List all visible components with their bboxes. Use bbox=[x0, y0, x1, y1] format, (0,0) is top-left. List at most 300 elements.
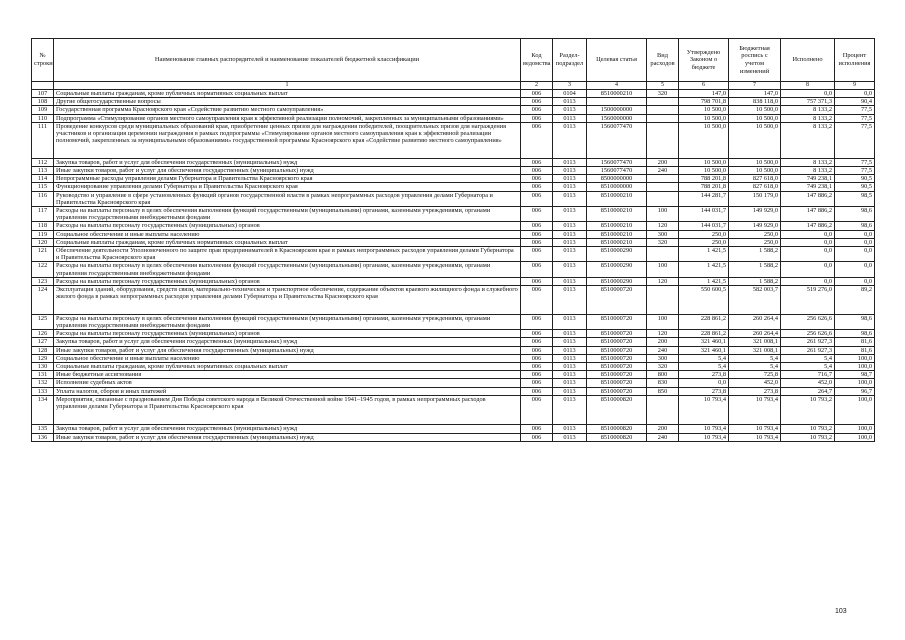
cell-isp: 8 133,2 bbox=[781, 158, 835, 166]
cell-rosp: 838 118,0 bbox=[729, 98, 781, 106]
cell-n: 119 bbox=[32, 230, 54, 238]
cell-cs: 8510000720 bbox=[587, 338, 647, 346]
cell-n: 123 bbox=[32, 277, 54, 285]
table-row bbox=[32, 314, 875, 329]
cell-isp: 0,0 bbox=[781, 277, 835, 285]
table-row bbox=[32, 338, 875, 346]
cell-isp: 0,0 bbox=[781, 262, 835, 277]
cell-n: 109 bbox=[32, 106, 54, 114]
cell-pct: 89,2 bbox=[835, 286, 875, 315]
cell-isp: 261 927,3 bbox=[781, 346, 835, 354]
cell-isp: 8 133,2 bbox=[781, 167, 835, 175]
cell-cs: 8510000720 bbox=[587, 379, 647, 387]
cell-cs bbox=[587, 98, 647, 106]
cell-isp: 757 371,3 bbox=[781, 98, 835, 106]
cell-ved: 006 bbox=[521, 222, 553, 230]
cell-name: Иные закупки товаров, работ и услуг для обеспечения государственных (муниципальных) нужд bbox=[54, 346, 521, 354]
cell-ved: 006 bbox=[521, 175, 553, 183]
cell-cs: 1500000000 bbox=[587, 106, 647, 114]
col-header-number: № строки bbox=[32, 39, 54, 82]
cell-isp: 10 793,2 bbox=[781, 425, 835, 433]
cell-n: 113 bbox=[32, 167, 54, 175]
cell-rosp: 10 793,4 bbox=[729, 433, 781, 441]
table-row bbox=[32, 247, 875, 262]
cell-utv: 10 500,0 bbox=[679, 167, 729, 175]
cell-cs: 8510000820 bbox=[587, 425, 647, 433]
col-header-approved: Утверждено Законом о бюджете bbox=[679, 39, 729, 82]
cell-n: 114 bbox=[32, 175, 54, 183]
column-number: 1 bbox=[54, 82, 521, 90]
table-row bbox=[32, 98, 875, 106]
cell-razdel: 0113 bbox=[553, 371, 587, 379]
cell-pct: 77,5 bbox=[835, 158, 875, 166]
cell-cs: 8510000210 bbox=[587, 230, 647, 238]
cell-name: Закупка товаров, работ и услуг для обеспечения государственных (муниципальных) нужд bbox=[54, 425, 521, 433]
cell-cs: 1560077470 bbox=[587, 158, 647, 166]
table-row bbox=[32, 230, 875, 238]
cell-ved: 006 bbox=[521, 330, 553, 338]
cell-rosp: 260 264,4 bbox=[729, 314, 781, 329]
cell-name: Государственная программа Красноярского края «Содействие развитию местного самоуправления» bbox=[54, 106, 521, 114]
table-row bbox=[32, 175, 875, 183]
cell-name: Расходы на выплаты персоналу государственных (муниципальных) органов bbox=[54, 330, 521, 338]
cell-ved: 006 bbox=[521, 114, 553, 122]
cell-pct: 100,0 bbox=[835, 379, 875, 387]
col-header-percent: Процент исполнения bbox=[835, 39, 875, 82]
cell-isp: 8 133,2 bbox=[781, 122, 835, 158]
cell-pct: 77,5 bbox=[835, 167, 875, 175]
cell-isp: 8 133,2 bbox=[781, 114, 835, 122]
cell-name: Иные закупки товаров, работ и услуг для обеспечения государственных (муниципальных) нужд bbox=[54, 433, 521, 441]
cell-ved: 006 bbox=[521, 371, 553, 379]
cell-pct: 98,6 bbox=[835, 207, 875, 222]
cell-vr: 320 bbox=[647, 90, 679, 98]
cell-pct: 0,0 bbox=[835, 230, 875, 238]
cell-utv: 10 500,0 bbox=[679, 106, 729, 114]
table-row bbox=[32, 286, 875, 315]
cell-rosp: 321 008,1 bbox=[729, 338, 781, 346]
cell-vr: 100 bbox=[647, 262, 679, 277]
cell-isp: 519 276,0 bbox=[781, 286, 835, 315]
cell-isp: 10 793,2 bbox=[781, 395, 835, 425]
cell-isp: 147 886,2 bbox=[781, 222, 835, 230]
cell-cs: 8510000000 bbox=[587, 183, 647, 191]
cell-pct: 0,0 bbox=[835, 277, 875, 285]
col-header-section: Раздел-подраздел bbox=[553, 39, 587, 82]
cell-isp: 264,7 bbox=[781, 387, 835, 395]
cell-ved: 006 bbox=[521, 379, 553, 387]
cell-utv: 798 701,8 bbox=[679, 98, 729, 106]
cell-rosp: 5,4 bbox=[729, 354, 781, 362]
cell-razdel: 0113 bbox=[553, 363, 587, 371]
table-row bbox=[32, 346, 875, 354]
cell-ved: 006 bbox=[521, 262, 553, 277]
cell-pct: 100,0 bbox=[835, 354, 875, 362]
cell-name: Социальные выплаты гражданам, кроме публичных нормативных социальных выплат bbox=[54, 238, 521, 246]
cell-pct: 98,6 bbox=[835, 314, 875, 329]
cell-razdel: 0113 bbox=[553, 387, 587, 395]
cell-ved: 006 bbox=[521, 90, 553, 98]
cell-ved: 006 bbox=[521, 167, 553, 175]
cell-n: 135 bbox=[32, 425, 54, 433]
column-number-row bbox=[32, 82, 875, 90]
cell-vr: 120 bbox=[647, 222, 679, 230]
cell-n: 128 bbox=[32, 346, 54, 354]
cell-razdel: 0113 bbox=[553, 175, 587, 183]
cell-cs: 8510000210 bbox=[587, 207, 647, 222]
table-row bbox=[32, 379, 875, 387]
cell-pct: 90,4 bbox=[835, 98, 875, 106]
cell-razdel: 0113 bbox=[553, 191, 587, 206]
cell-vr bbox=[647, 395, 679, 425]
cell-name: Социальное обеспечение и иные выплаты населению bbox=[54, 230, 521, 238]
cell-pct: 98,7 bbox=[835, 371, 875, 379]
cell-isp: 716,7 bbox=[781, 371, 835, 379]
cell-utv: 321 460,1 bbox=[679, 338, 729, 346]
cell-cs: 8510000290 bbox=[587, 262, 647, 277]
cell-name: Уплата налогов, сборов и иных платежей bbox=[54, 387, 521, 395]
col-header-budget-list: Бюджетная роспись с учетом изменений bbox=[729, 39, 781, 82]
cell-name: Социальное обеспечение и иные выплаты населению bbox=[54, 354, 521, 362]
cell-n: 118 bbox=[32, 222, 54, 230]
cell-rosp: 10 500,0 bbox=[729, 158, 781, 166]
cell-rosp: 452,0 bbox=[729, 379, 781, 387]
cell-cs: 8510000720 bbox=[587, 314, 647, 329]
cell-cs: 8510000290 bbox=[587, 277, 647, 285]
cell-vr bbox=[647, 114, 679, 122]
cell-pct: 100,0 bbox=[835, 363, 875, 371]
cell-vr: 320 bbox=[647, 238, 679, 246]
cell-rosp: 10 500,0 bbox=[729, 114, 781, 122]
column-number: 5 bbox=[647, 82, 679, 90]
cell-ved: 006 bbox=[521, 106, 553, 114]
cell-vr: 300 bbox=[647, 230, 679, 238]
table-row bbox=[32, 90, 875, 98]
cell-n: 122 bbox=[32, 262, 54, 277]
cell-rosp: 1 588,2 bbox=[729, 247, 781, 262]
cell-rosp: 10 793,4 bbox=[729, 395, 781, 425]
cell-rosp: 5,4 bbox=[729, 363, 781, 371]
cell-utv: 1 421,5 bbox=[679, 277, 729, 285]
cell-ved: 006 bbox=[521, 98, 553, 106]
cell-name: Иные бюджетные ассигнования bbox=[54, 371, 521, 379]
cell-vr: 240 bbox=[647, 167, 679, 175]
column-number: 6 bbox=[679, 82, 729, 90]
cell-n: 112 bbox=[32, 158, 54, 166]
cell-razdel: 0113 bbox=[553, 122, 587, 158]
cell-utv: 10 793,4 bbox=[679, 425, 729, 433]
cell-isp: 5,4 bbox=[781, 363, 835, 371]
cell-rosp: 149 929,0 bbox=[729, 222, 781, 230]
cell-vr: 100 bbox=[647, 207, 679, 222]
cell-vr bbox=[647, 122, 679, 158]
cell-cs: 1560077470 bbox=[587, 122, 647, 158]
cell-razdel: 0113 bbox=[553, 98, 587, 106]
cell-razdel: 0113 bbox=[553, 425, 587, 433]
cell-utv: 144 031,7 bbox=[679, 207, 729, 222]
cell-name: Мероприятия, связанные с празднованием Дня Победы советского народа в Великой Отечественной войне 1941–1945 годов, в рамках непрограммных расходов управления делами Губернатора и Правительства Красноярского края bbox=[54, 395, 521, 425]
table-row bbox=[32, 191, 875, 206]
cell-razdel: 0113 bbox=[553, 207, 587, 222]
cell-ved: 006 bbox=[521, 346, 553, 354]
page-number: 103 bbox=[835, 608, 847, 615]
cell-razdel: 0113 bbox=[553, 379, 587, 387]
cell-isp: 0,0 bbox=[781, 90, 835, 98]
table-row bbox=[32, 183, 875, 191]
cell-name: Расходы на выплаты персоналу в целях обеспечения выполнения функций государственными (муниципальными) органами, казенными учреждениями, органами управления государственными внебюджетными фондами bbox=[54, 262, 521, 277]
cell-n: 129 bbox=[32, 354, 54, 362]
table-row bbox=[32, 363, 875, 371]
cell-vr: 850 bbox=[647, 387, 679, 395]
cell-vr: 320 bbox=[647, 363, 679, 371]
cell-vr bbox=[647, 175, 679, 183]
cell-ved: 006 bbox=[521, 122, 553, 158]
cell-rosp: 1 588,2 bbox=[729, 277, 781, 285]
cell-pct: 100,0 bbox=[835, 395, 875, 425]
budget-table bbox=[31, 38, 875, 442]
cell-name: Проведение конкурсов среди муниципальных образований края, приобретение ценных призов для награждения победителей, поощрительных призов для награждения участников и организация церемонии награждения в рамках подпрограммы «Стимулирование органов местного самоуправления края к эффективной реализации полномочий, закрепленных за муниципальными образованиями» государственной программы Красноярского края «Содействие развитию местного самоуправления» bbox=[54, 122, 521, 158]
table-row bbox=[32, 207, 875, 222]
cell-name: Социальные выплаты гражданам, кроме публичных нормативных социальных выплат bbox=[54, 363, 521, 371]
cell-rosp: 582 003,7 bbox=[729, 286, 781, 315]
cell-pct: 90,5 bbox=[835, 175, 875, 183]
table-row bbox=[32, 167, 875, 175]
column-number: 3 bbox=[553, 82, 587, 90]
cell-ved: 006 bbox=[521, 183, 553, 191]
cell-ved: 006 bbox=[521, 363, 553, 371]
cell-isp: 256 626,6 bbox=[781, 314, 835, 329]
cell-razdel: 0104 bbox=[553, 90, 587, 98]
cell-ved: 006 bbox=[521, 277, 553, 285]
cell-ved: 006 bbox=[521, 230, 553, 238]
cell-vr bbox=[647, 106, 679, 114]
column-number: 8 bbox=[781, 82, 835, 90]
cell-pct: 0,0 bbox=[835, 262, 875, 277]
cell-n: 127 bbox=[32, 338, 54, 346]
cell-pct: 81,6 bbox=[835, 346, 875, 354]
cell-cs: 8510000720 bbox=[587, 363, 647, 371]
cell-vr: 300 bbox=[647, 354, 679, 362]
cell-pct: 77,5 bbox=[835, 106, 875, 114]
cell-n: 120 bbox=[32, 238, 54, 246]
cell-name: Непрограммные расходы управления делами Губернатора и Правительства Красноярского края bbox=[54, 175, 521, 183]
cell-name: Закупка товаров, работ и услуг для обеспечения государственных (муниципальных) нужд bbox=[54, 338, 521, 346]
cell-razdel: 0113 bbox=[553, 167, 587, 175]
cell-utv: 250,0 bbox=[679, 230, 729, 238]
cell-pct: 98,6 bbox=[835, 330, 875, 338]
cell-utv: 1 421,5 bbox=[679, 262, 729, 277]
cell-utv: 10 500,0 bbox=[679, 114, 729, 122]
table-row bbox=[32, 371, 875, 379]
cell-ved: 006 bbox=[521, 314, 553, 329]
cell-isp: 0,0 bbox=[781, 247, 835, 262]
cell-cs: 8500000000 bbox=[587, 175, 647, 183]
cell-name: Закупка товаров, работ и услуг для обеспечения государственных (муниципальных) нужд bbox=[54, 158, 521, 166]
table-row bbox=[32, 238, 875, 246]
cell-isp: 0,0 bbox=[781, 238, 835, 246]
cell-vr: 240 bbox=[647, 433, 679, 441]
cell-razdel: 0113 bbox=[553, 158, 587, 166]
cell-ved: 006 bbox=[521, 354, 553, 362]
cell-utv: 788 201,8 bbox=[679, 175, 729, 183]
cell-vr: 100 bbox=[647, 314, 679, 329]
cell-pct: 98,6 bbox=[835, 222, 875, 230]
col-header-expense-type: Вид расходов bbox=[647, 39, 679, 82]
cell-pct: 0,0 bbox=[835, 238, 875, 246]
cell-pct: 77,5 bbox=[835, 114, 875, 122]
cell-rosp: 250,0 bbox=[729, 238, 781, 246]
cell-n: 124 bbox=[32, 286, 54, 315]
col-header-ministry-code: Код ведомства bbox=[521, 39, 553, 82]
col-header-executed: Исполнено bbox=[781, 39, 835, 82]
table-row bbox=[32, 433, 875, 441]
cell-razdel: 0113 bbox=[553, 106, 587, 114]
cell-ved: 006 bbox=[521, 433, 553, 441]
cell-pct: 81,6 bbox=[835, 338, 875, 346]
cell-utv: 5,4 bbox=[679, 354, 729, 362]
cell-n: 125 bbox=[32, 314, 54, 329]
column-number-empty bbox=[32, 82, 54, 90]
cell-n: 117 bbox=[32, 207, 54, 222]
cell-rosp: 10 500,0 bbox=[729, 106, 781, 114]
cell-rosp: 321 008,1 bbox=[729, 346, 781, 354]
cell-rosp: 10 500,0 bbox=[729, 167, 781, 175]
cell-ved: 006 bbox=[521, 207, 553, 222]
cell-razdel: 0113 bbox=[553, 222, 587, 230]
cell-rosp: 827 618,0 bbox=[729, 183, 781, 191]
cell-rosp: 827 618,0 bbox=[729, 175, 781, 183]
cell-n: 111 bbox=[32, 122, 54, 158]
cell-pct: 96,7 bbox=[835, 387, 875, 395]
cell-razdel: 0113 bbox=[553, 238, 587, 246]
cell-pct: 100,0 bbox=[835, 425, 875, 433]
cell-razdel: 0113 bbox=[553, 346, 587, 354]
table-row bbox=[32, 387, 875, 395]
cell-utv: 0,0 bbox=[679, 379, 729, 387]
cell-razdel: 0113 bbox=[553, 183, 587, 191]
column-number: 2 bbox=[521, 82, 553, 90]
cell-cs: 8510000210 bbox=[587, 238, 647, 246]
cell-cs: 8510000210 bbox=[587, 191, 647, 206]
cell-utv: 788 201,8 bbox=[679, 183, 729, 191]
cell-isp: 0,0 bbox=[781, 230, 835, 238]
cell-pct: 77,5 bbox=[835, 122, 875, 158]
cell-name: Исполнение судебных актов bbox=[54, 379, 521, 387]
table-row bbox=[32, 425, 875, 433]
cell-rosp: 10 793,4 bbox=[729, 425, 781, 433]
column-number: 4 bbox=[587, 82, 647, 90]
cell-ved: 006 bbox=[521, 286, 553, 315]
cell-cs: 8510000720 bbox=[587, 371, 647, 379]
cell-ved: 006 bbox=[521, 191, 553, 206]
cell-cs: 8510000820 bbox=[587, 433, 647, 441]
cell-n: 115 bbox=[32, 183, 54, 191]
cell-pct: 0,0 bbox=[835, 247, 875, 262]
cell-vr: 120 bbox=[647, 277, 679, 285]
cell-razdel: 0113 bbox=[553, 338, 587, 346]
cell-n: 134 bbox=[32, 395, 54, 425]
cell-razdel: 0113 bbox=[553, 114, 587, 122]
cell-ved: 006 bbox=[521, 238, 553, 246]
cell-utv: 1 421,5 bbox=[679, 247, 729, 262]
cell-vr: 200 bbox=[647, 158, 679, 166]
cell-vr: 200 bbox=[647, 338, 679, 346]
cell-razdel: 0113 bbox=[553, 247, 587, 262]
cell-pct: 100,0 bbox=[835, 433, 875, 441]
cell-rosp: 725,8 bbox=[729, 371, 781, 379]
cell-cs: 8510000210 bbox=[587, 90, 647, 98]
cell-n: 132 bbox=[32, 379, 54, 387]
cell-isp: 10 793,2 bbox=[781, 433, 835, 441]
cell-utv: 550 600,5 bbox=[679, 286, 729, 315]
cell-pct: 90,5 bbox=[835, 183, 875, 191]
cell-name: Расходы на выплаты персоналу в целях обеспечения выполнения функций государственными (муниципальными) органами, казенными учреждениями, органами управления государственными внебюджетными фондами bbox=[54, 314, 521, 329]
cell-n: 107 bbox=[32, 90, 54, 98]
cell-razdel: 0113 bbox=[553, 230, 587, 238]
column-number: 7 bbox=[729, 82, 781, 90]
cell-isp: 261 927,3 bbox=[781, 338, 835, 346]
cell-razdel: 0113 bbox=[553, 286, 587, 315]
cell-name: Обеспечение деятельности Уполномоченного по защите прав предпринимателей в Красноярском крае в рамках непрограммных расходов управления делами Губернатора и Правительства Красноярского края bbox=[54, 247, 521, 262]
cell-ved: 006 bbox=[521, 158, 553, 166]
cell-utv: 144 281,7 bbox=[679, 191, 729, 206]
col-header-name: Наименование главных распорядителей и наименование показателей бюджетной классификации bbox=[54, 39, 521, 82]
cell-utv: 144 031,7 bbox=[679, 222, 729, 230]
cell-cs: 8510000210 bbox=[587, 222, 647, 230]
cell-isp: 5,4 bbox=[781, 354, 835, 362]
cell-razdel: 0113 bbox=[553, 433, 587, 441]
cell-pct: 98,5 bbox=[835, 191, 875, 206]
cell-ved: 006 bbox=[521, 338, 553, 346]
cell-ved: 006 bbox=[521, 387, 553, 395]
header-row bbox=[32, 39, 875, 82]
cell-utv: 250,0 bbox=[679, 238, 729, 246]
cell-utv: 228 861,2 bbox=[679, 330, 729, 338]
cell-rosp: 10 500,0 bbox=[729, 122, 781, 158]
cell-cs: 8510000720 bbox=[587, 354, 647, 362]
cell-vr bbox=[647, 191, 679, 206]
cell-razdel: 0113 bbox=[553, 314, 587, 329]
cell-razdel: 0113 bbox=[553, 395, 587, 425]
table-row bbox=[32, 330, 875, 338]
cell-utv: 228 861,2 bbox=[679, 314, 729, 329]
cell-rosp: 150 179,0 bbox=[729, 191, 781, 206]
cell-vr bbox=[647, 247, 679, 262]
cell-name: Иные закупки товаров, работ и услуг для обеспечения государственных (муниципальных) нужд bbox=[54, 167, 521, 175]
cell-ved: 006 bbox=[521, 425, 553, 433]
cell-pct: 0,0 bbox=[835, 90, 875, 98]
cell-name: Руководство и управление в сфере установленных функций органов государственной власти в рамках непрограммных расходов управления делами Губернатора и Правительства Красноярского края bbox=[54, 191, 521, 206]
cell-utv: 147,0 bbox=[679, 90, 729, 98]
cell-razdel: 0113 bbox=[553, 277, 587, 285]
cell-n: 110 bbox=[32, 114, 54, 122]
cell-rosp: 149 929,0 bbox=[729, 207, 781, 222]
table-row bbox=[32, 222, 875, 230]
cell-isp: 749 238,1 bbox=[781, 183, 835, 191]
table-row bbox=[32, 395, 875, 425]
cell-utv: 10 793,4 bbox=[679, 433, 729, 441]
table-body bbox=[32, 90, 875, 442]
cell-n: 133 bbox=[32, 387, 54, 395]
table-row bbox=[32, 277, 875, 285]
cell-rosp: 273,8 bbox=[729, 387, 781, 395]
cell-cs: 8510000720 bbox=[587, 286, 647, 315]
cell-rosp: 250,0 bbox=[729, 230, 781, 238]
cell-vr bbox=[647, 183, 679, 191]
cell-n: 121 bbox=[32, 247, 54, 262]
cell-name: Расходы на выплаты персоналу в целях обеспечения выполнения функций государственными (муниципальными) органами, казенными учреждениями, органами управления государственными внебюджетными фондами bbox=[54, 207, 521, 222]
cell-isp: 8 133,2 bbox=[781, 106, 835, 114]
